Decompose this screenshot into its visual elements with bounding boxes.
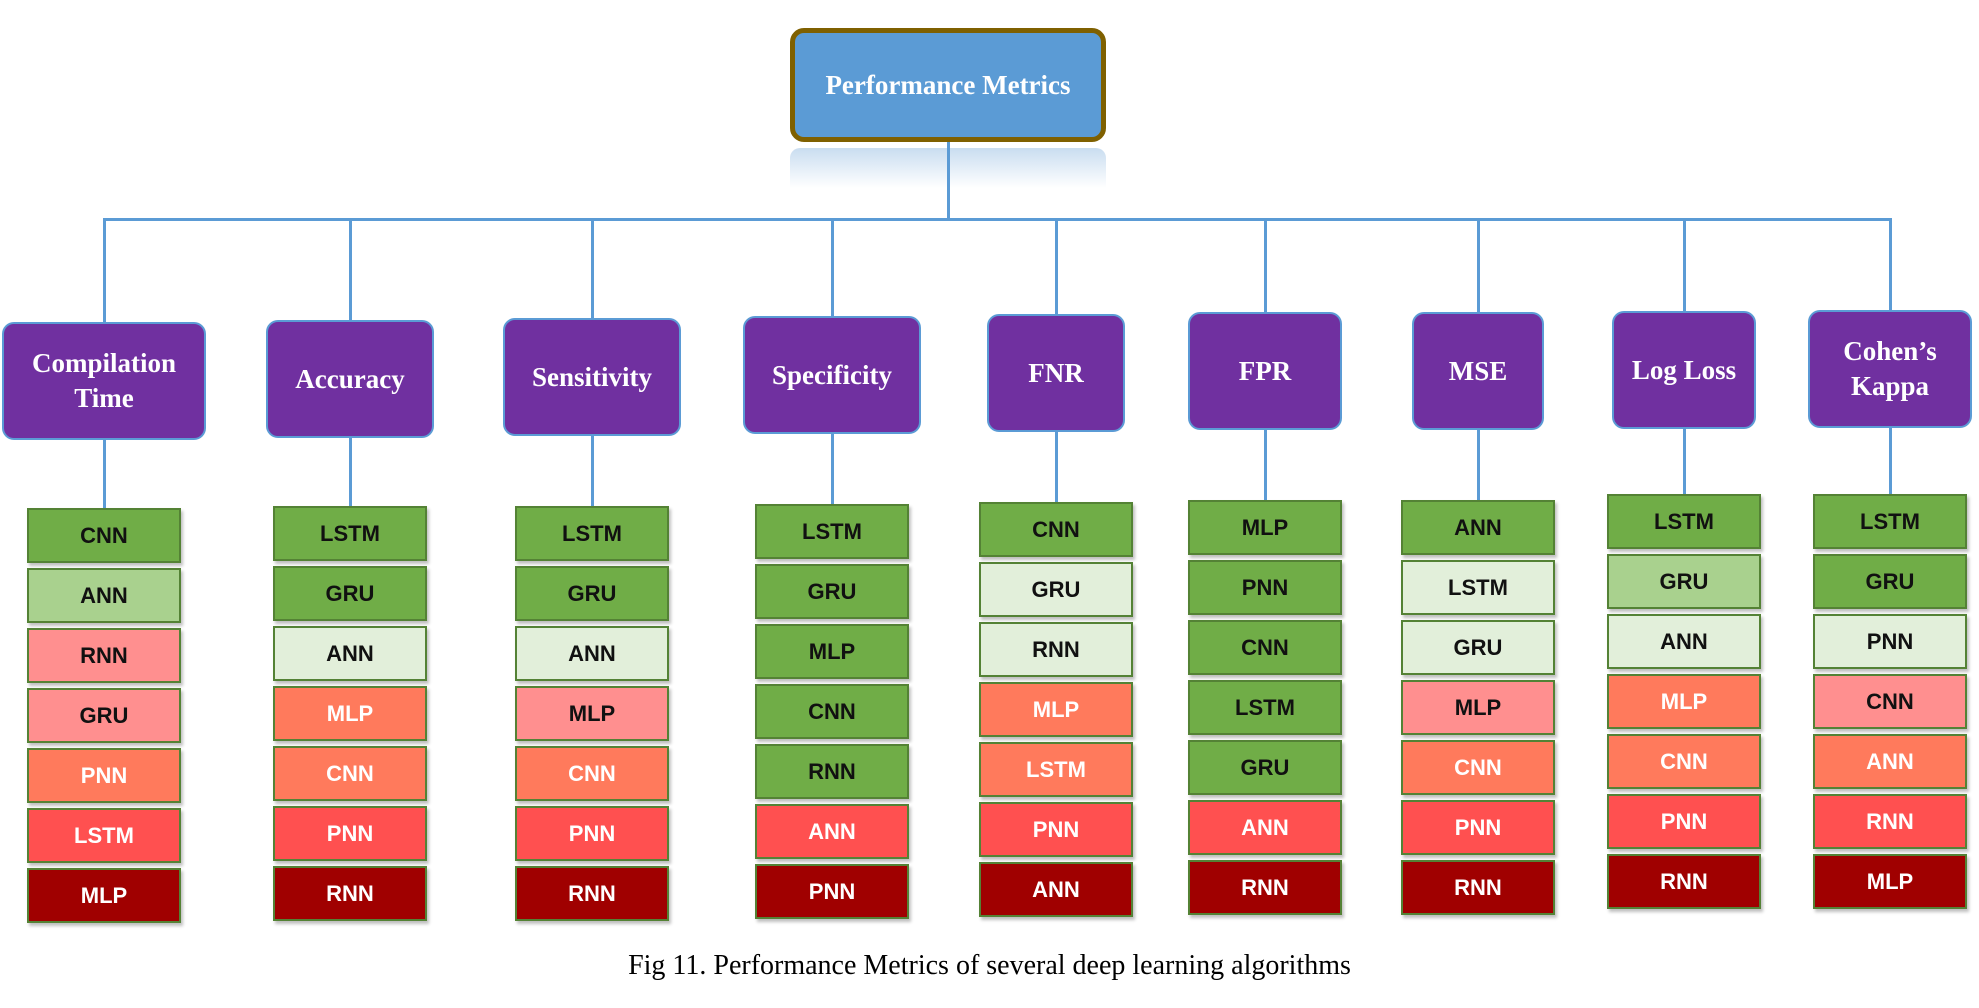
algorithm-box-mlp: MLP: [1607, 674, 1761, 729]
metric-label: Cohen’s Kappa: [1843, 336, 1937, 401]
algorithm-box-ann: ANN: [1188, 800, 1342, 855]
metric-node-sensitivity: Sensitivity: [503, 318, 681, 436]
algorithm-box-gru: GRU: [1401, 620, 1555, 675]
connector-bus: [103, 218, 1892, 221]
algorithm-box-gru: GRU: [515, 566, 669, 621]
algorithm-box-lstm: LSTM: [979, 742, 1133, 797]
algorithm-box-rnn: RNN: [1401, 860, 1555, 915]
algorithm-box-gru: GRU: [1607, 554, 1761, 609]
algorithm-box-pnn: PNN: [515, 806, 669, 861]
algorithm-box-pnn: PNN: [1188, 560, 1342, 615]
algorithm-box-rnn: RNN: [1607, 854, 1761, 909]
algorithm-box-mlp: MLP: [1401, 680, 1555, 735]
connector-accuracy-drop: [349, 218, 352, 320]
connector-fnr-stack: [1055, 432, 1058, 502]
algorithm-box-gru: GRU: [1188, 740, 1342, 795]
algorithm-box-pnn: PNN: [1401, 800, 1555, 855]
algorithm-box-ann: ANN: [755, 804, 909, 859]
algorithm-box-mlp: MLP: [755, 624, 909, 679]
algorithm-box-cnn: CNN: [755, 684, 909, 739]
algorithm-box-cnn: CNN: [1813, 674, 1967, 729]
algorithm-box-ann: ANN: [1401, 500, 1555, 555]
connector-mse-drop: [1477, 218, 1480, 312]
connector-log-loss-drop: [1683, 218, 1686, 311]
algorithm-box-cnn: CNN: [979, 502, 1133, 557]
metric-node-fpr: FPR: [1188, 312, 1342, 430]
algorithm-box-rnn: RNN: [27, 628, 181, 683]
metric-node-cohen-s-kappa: [1808, 310, 1972, 428]
connector-compilation-time-drop: [103, 218, 106, 322]
algorithm-box-rnn: RNN: [273, 866, 427, 921]
algorithm-box-cnn: CNN: [1401, 740, 1555, 795]
algorithm-box-lstm: LSTM: [515, 506, 669, 561]
algorithm-box-rnn: RNN: [515, 866, 669, 921]
algorithm-box-rnn: RNN: [755, 744, 909, 799]
connector-fpr-stack: [1264, 430, 1267, 500]
figure-caption: Fig 11. Performance Metrics of several deep learning algorithms: [628, 950, 1351, 981]
algorithm-box-mlp: MLP: [273, 686, 427, 741]
algorithm-box-ann: ANN: [515, 626, 669, 681]
algorithm-box-mlp: MLP: [1188, 500, 1342, 555]
metric-node-accuracy: Accuracy: [266, 320, 434, 438]
algorithm-box-ann: ANN: [979, 862, 1133, 917]
algorithm-box-pnn: PNN: [1813, 614, 1967, 669]
connector-specificity-stack: [831, 434, 834, 504]
connector-cohen-s-kappa-stack: [1889, 428, 1892, 494]
algorithm-box-gru: GRU: [1813, 554, 1967, 609]
algorithm-box-lstm: LSTM: [27, 808, 181, 863]
algorithm-box-mlp: MLP: [27, 868, 181, 923]
algorithm-box-pnn: PNN: [273, 806, 427, 861]
algorithm-box-rnn: RNN: [979, 622, 1133, 677]
algorithm-box-ann: ANN: [1607, 614, 1761, 669]
algorithm-box-pnn: PNN: [27, 748, 181, 803]
connector-compilation-time-stack: [103, 440, 106, 508]
algorithm-box-gru: GRU: [273, 566, 427, 621]
algorithm-box-gru: GRU: [979, 562, 1133, 617]
metric-label: Compilation Time: [31, 348, 177, 413]
root-node-performance-metrics: Performance Metrics: [790, 28, 1106, 142]
algorithm-box-lstm: LSTM: [273, 506, 427, 561]
algorithm-box-pnn: PNN: [1607, 794, 1761, 849]
algorithm-box-cnn: CNN: [273, 746, 427, 801]
algorithm-box-pnn: PNN: [755, 864, 909, 919]
algorithm-box-mlp: MLP: [515, 686, 669, 741]
connector-sensitivity-stack: [591, 436, 594, 506]
algorithm-box-rnn: RNN: [1813, 794, 1967, 849]
connector-mse-stack: [1477, 430, 1480, 500]
metric-node-mse: MSE: [1412, 312, 1544, 430]
algorithm-box-lstm: LSTM: [1813, 494, 1967, 549]
connector-root-stem: [947, 142, 950, 221]
connector-fnr-drop: [1055, 218, 1058, 314]
metric-node-log-loss: Log Loss: [1612, 311, 1756, 429]
algorithm-box-gru: GRU: [755, 564, 909, 619]
connector-accuracy-stack: [349, 438, 352, 506]
connector-specificity-drop: [831, 218, 834, 316]
algorithm-box-mlp: MLP: [979, 682, 1133, 737]
algorithm-box-lstm: LSTM: [755, 504, 909, 559]
algorithm-box-ann: ANN: [273, 626, 427, 681]
algorithm-box-rnn: RNN: [1188, 860, 1342, 915]
metric-node-specificity: Specificity: [743, 316, 921, 434]
algorithm-box-gru: GRU: [27, 688, 181, 743]
algorithm-box-cnn: CNN: [27, 508, 181, 563]
connector-sensitivity-drop: [591, 218, 594, 318]
connector-cohen-s-kappa-drop: [1889, 218, 1892, 310]
algorithm-box-lstm: LSTM: [1188, 680, 1342, 735]
algorithm-box-ann: ANN: [27, 568, 181, 623]
algorithm-box-lstm: LSTM: [1607, 494, 1761, 549]
algorithm-box-cnn: CNN: [1607, 734, 1761, 789]
metric-node-compilation-time: [2, 322, 206, 440]
connector-fpr-drop: [1264, 218, 1267, 312]
algorithm-box-ann: ANN: [1813, 734, 1967, 789]
algorithm-box-cnn: CNN: [1188, 620, 1342, 675]
connector-log-loss-stack: [1683, 429, 1686, 494]
metric-node-fnr: FNR: [987, 314, 1125, 432]
algorithm-box-mlp: MLP: [1813, 854, 1967, 909]
algorithm-box-lstm: LSTM: [1401, 560, 1555, 615]
algorithm-box-pnn: PNN: [979, 802, 1133, 857]
algorithm-box-cnn: CNN: [515, 746, 669, 801]
